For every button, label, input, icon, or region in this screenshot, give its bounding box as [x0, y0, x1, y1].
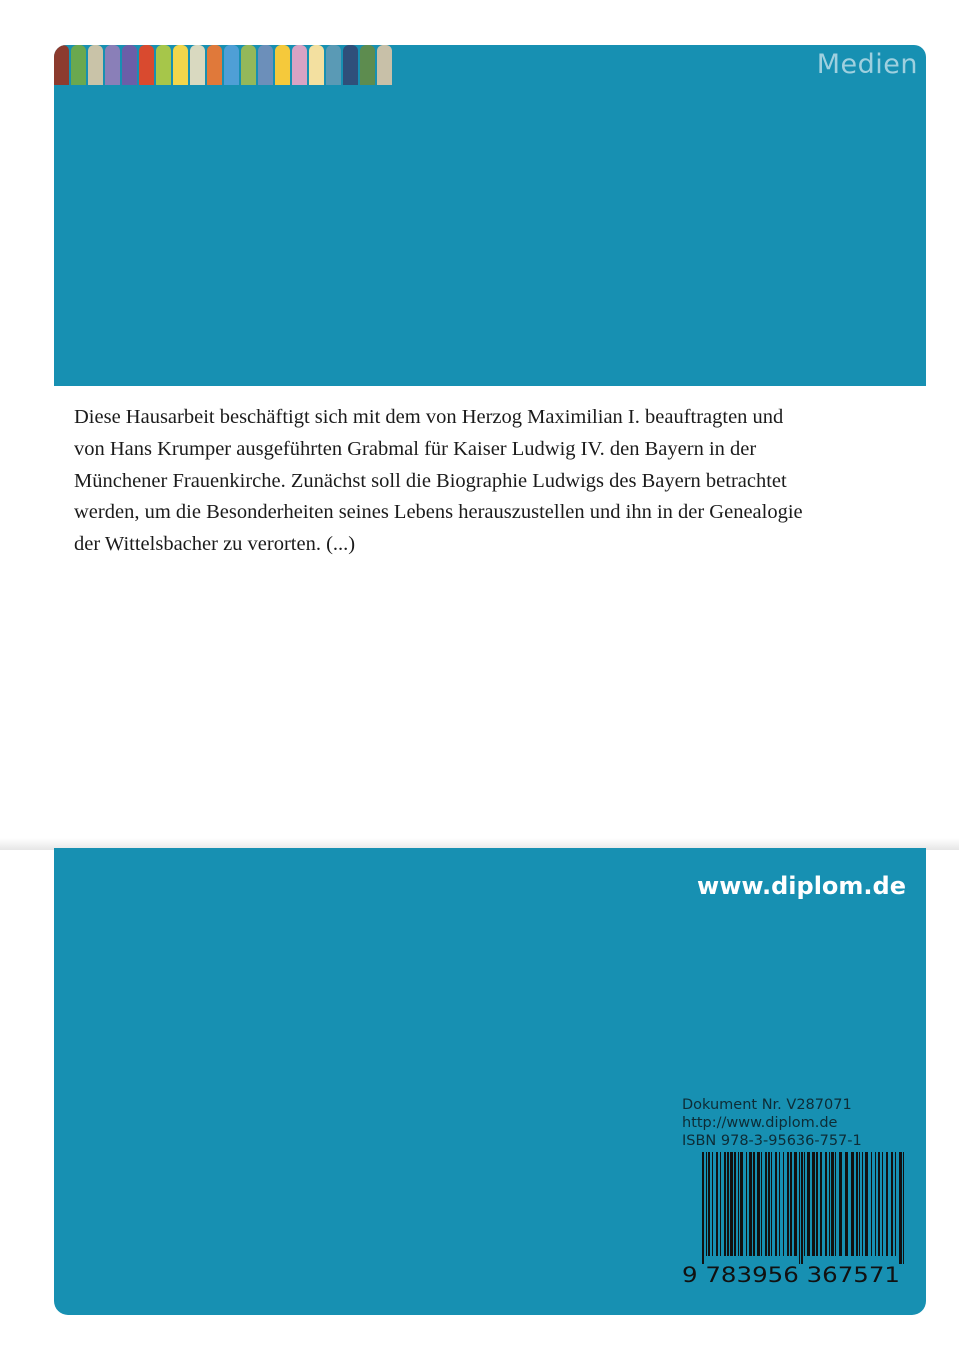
barcode-bar: [768, 1152, 770, 1256]
barcode-bar: [891, 1152, 893, 1256]
description-line: von Hans Krumper ausgeführten Grabmal für Kaiser Ludwig IV. den Bayern in der: [74, 437, 757, 460]
isbn-barcode: [682, 1152, 908, 1286]
barcode-bar: [882, 1152, 883, 1256]
barcode-bar: [787, 1152, 789, 1256]
barcode-bar: [712, 1152, 713, 1256]
description-line: werden, um die Besonderheiten seines Lebens herauszustellen und ihn in der Genealogie: [74, 501, 803, 524]
barcode-bar: [775, 1152, 777, 1256]
description-line: Diese Hausarbeit beschäftigt sich mit dem von Herzog Maximilian I. beauftragten und: [74, 406, 784, 428]
color-stripe: [343, 45, 358, 85]
barcode-bar: [859, 1152, 860, 1256]
brand-label: Medien: [816, 49, 918, 80]
publisher-website: www.diplom.de: [697, 872, 906, 900]
barcode-bar: [730, 1152, 733, 1256]
barcode-bar: [753, 1152, 755, 1256]
color-stripe: [309, 45, 324, 85]
description-line: der Wittelsbacher zu verorten. (...): [74, 533, 356, 556]
isbn: ISBN 978-3-95636-757-1: [682, 1133, 862, 1149]
barcode-bar: [734, 1152, 736, 1256]
barcode-bar: [799, 1152, 800, 1264]
color-stripe: [224, 45, 239, 85]
description-line: Münchener Frauenkirche. Zunächst soll die Biographie Ludwigs des Bayern betrachtet: [74, 469, 787, 492]
barcode-bar: [765, 1152, 767, 1256]
barcode-bar: [720, 1152, 721, 1256]
barcode-bar: [746, 1152, 747, 1256]
color-stripe: [360, 45, 375, 85]
barcode-bar: [886, 1152, 888, 1256]
color-stripe: [190, 45, 205, 85]
barcode-bar: [875, 1152, 876, 1256]
barcode-bar: [794, 1152, 797, 1256]
barcode-bar: [749, 1152, 752, 1256]
color-stripe: [122, 45, 137, 85]
barcode-bar: [761, 1152, 762, 1256]
barcode-bar: [903, 1152, 904, 1264]
barcode-bar: [856, 1152, 858, 1256]
barcode-bar: [871, 1152, 872, 1256]
color-stripe: [258, 45, 273, 85]
barcode-bar: [839, 1152, 842, 1256]
barcode-bar: [899, 1152, 902, 1264]
publisher-url: http://www.diplom.de: [682, 1115, 838, 1131]
barcode-bar: [783, 1152, 784, 1256]
barcode-bar: [790, 1152, 792, 1256]
barcode-bar: [862, 1152, 863, 1256]
barcode-bar: [816, 1152, 818, 1256]
barcode-digits: 9 783956 367571: [682, 1263, 900, 1286]
barcode-bar: [812, 1152, 815, 1256]
barcode-bar: [727, 1152, 729, 1256]
book-description: [74, 402, 894, 561]
barcode-bar: [740, 1152, 743, 1256]
barcode-bar: [835, 1152, 836, 1256]
barcode-bar: [895, 1152, 896, 1256]
color-stripe: [71, 45, 86, 85]
barcode-bar: [708, 1152, 710, 1256]
barcode-bar: [829, 1152, 830, 1256]
barcode-bar: [831, 1152, 834, 1256]
barcode-bar: [716, 1152, 718, 1256]
barcode-bar: [779, 1152, 780, 1256]
color-stripes: [54, 45, 394, 85]
color-stripe: [54, 45, 69, 85]
barcode-bar: [820, 1152, 822, 1256]
barcode-bar: [865, 1152, 868, 1256]
barcode-bar: [804, 1152, 805, 1256]
color-stripe: [241, 45, 256, 85]
barcode-bar: [706, 1152, 707, 1256]
barcode-bar: [771, 1152, 772, 1256]
barcode-bar: [825, 1152, 827, 1256]
color-stripe: [139, 45, 154, 85]
publication-info: [682, 1096, 862, 1150]
document-number: Dokument Nr. V287071: [682, 1097, 852, 1113]
color-stripe: [207, 45, 222, 85]
barcode-bar: [801, 1152, 803, 1264]
cover-bottom-panel: [54, 848, 926, 1315]
color-stripe: [292, 45, 307, 85]
barcode-bar: [724, 1152, 726, 1256]
barcode-bar: [757, 1152, 760, 1256]
color-stripe: [326, 45, 341, 85]
barcode-bar: [738, 1152, 739, 1256]
color-stripe: [105, 45, 120, 85]
color-stripe: [275, 45, 290, 85]
cover-top-panel: [54, 45, 926, 386]
barcode-bar: [851, 1152, 854, 1256]
color-stripe: [377, 45, 392, 85]
barcode-bar: [878, 1152, 880, 1256]
barcode-bar: [845, 1152, 848, 1256]
barcode-bar: [807, 1152, 810, 1256]
barcode-bar: [702, 1152, 704, 1264]
color-stripe: [156, 45, 171, 85]
color-stripe: [173, 45, 188, 85]
color-stripe: [88, 45, 103, 85]
